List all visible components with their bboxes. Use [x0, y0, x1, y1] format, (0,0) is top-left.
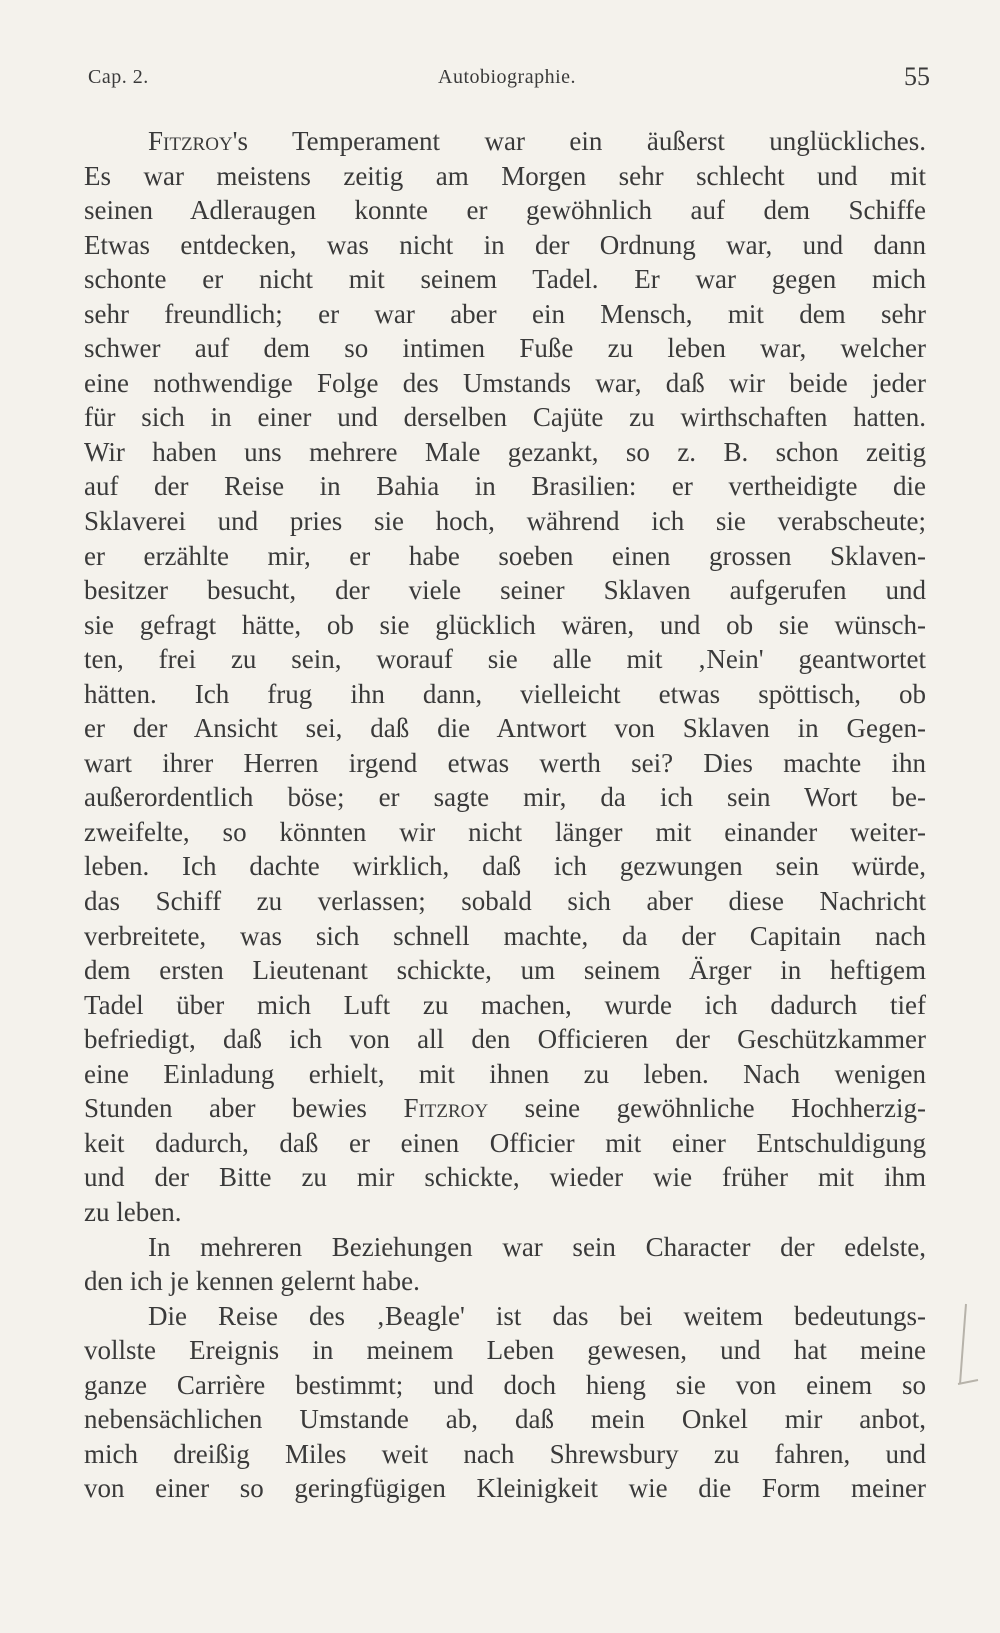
text-line: leben. Ich dachte wirklich, daß ich gezwungen sein würde,: [84, 851, 926, 882]
line-rest: 's Temperament war ein äußerst unglückliches.: [232, 126, 926, 156]
text-line: den ich je kennen gelernt habe.: [84, 1266, 420, 1297]
text-line: von einer so geringfügigen Kleinigkeit wie die Form meiner: [84, 1473, 926, 1504]
text-line: ganze Carrière bestimmt; und doch hieng sie von einem so: [84, 1369, 926, 1400]
text-line: für sich in einer und derselben Cajüte zu wirthschaften hatten.: [84, 402, 926, 433]
text-line: nebensächlichen Umstande ab, daß mein Onkel mir anbot,: [84, 1404, 926, 1435]
margin-pencil-mark: [956, 1300, 986, 1390]
body-text: [84, 124, 926, 1506]
name-smallcaps: Fitzroy: [403, 1093, 489, 1124]
text-line: Es war meistens zeitig am Morgen sehr schlecht und mit: [84, 160, 926, 191]
text-line: sie gefragt hätte, ob sie glücklich wären, und ob sie wünsch-: [84, 609, 926, 640]
chapter-label: Cap. 2.: [88, 66, 149, 88]
text-line: sehr freundlich; er war aber ein Mensch, mit dem sehr: [84, 298, 926, 329]
running-header: [88, 62, 930, 102]
text-line: [84, 124, 926, 159]
name-smallcaps: Fitzroy: [148, 126, 233, 156]
text-line: wart ihrer Herren irgend etwas werth sei? Dies machte ihn: [84, 747, 926, 778]
text-line: er der Ansicht sei, daß die Antwort von Sklaven in Gegen-: [84, 713, 926, 744]
text-line: [84, 1091, 926, 1126]
text-line: keit dadurch, daß er einen Officier mit einer Entschuldigung: [84, 1127, 926, 1158]
text-line: ten, frei zu sein, worauf sie alle mit ‚Nein' geantwortet: [84, 644, 926, 675]
text-line: zweifelte, so könnten wir nicht länger mit einander weiter-: [84, 816, 926, 847]
text-line: Die Reise des ‚Beagle' ist das bei weitem bedeutungs-: [148, 1300, 926, 1331]
text-line: seinen Adleraugen konnte er gewöhnlich auf dem Schiffe: [84, 195, 926, 226]
line-post: seine gewöhnliche Hochherzig-: [488, 1093, 926, 1124]
text-line: Sklaverei und pries sie hoch, während ich sie verabscheute;: [84, 506, 926, 537]
text-line: hätten. Ich frug ihn dann, vielleicht etwas spöttisch, ob: [84, 678, 926, 709]
text-line: Etwas entdecken, was nicht in der Ordnung war, und dann: [84, 229, 926, 260]
text-line: schwer auf dem so intimen Fuße zu leben war, welcher: [84, 333, 926, 364]
text-line: auf der Reise in Bahia in Brasilien: er vertheidigte die: [84, 471, 926, 502]
text-line: befriedigt, daß ich von all den Officieren der Geschützkammer: [84, 1024, 926, 1055]
text-line: verbreitete, was sich schnell machte, da der Capitain nach: [84, 920, 926, 951]
text-line: eine nothwendige Folge des Umstands war, daß wir beide jeder: [84, 367, 926, 398]
text-line: zu leben.: [84, 1196, 182, 1227]
text-line: dem ersten Lieutenant schickte, um seinem Ärger in heftigem: [84, 955, 926, 986]
text-line: das Schiff zu verlassen; sobald sich aber diese Nachricht: [84, 886, 926, 917]
text-line: Wir haben uns mehrere Male gezankt, so z. B. schon zeitig: [84, 436, 926, 467]
page-number: 55: [904, 62, 930, 91]
text-line: vollste Ereignis in meinem Leben gewesen, und hat meine: [84, 1335, 926, 1366]
text-line: In mehreren Beziehungen war sein Character der edelste,: [148, 1231, 926, 1262]
text-line: schonte er nicht mit seinem Tadel. Er war gegen mich: [84, 264, 926, 295]
text-line: eine Einladung erhielt, mit ihnen zu leben. Nach wenigen: [84, 1058, 926, 1089]
line-pre: Stunden aber bewies: [84, 1093, 404, 1124]
text-line: besitzer besucht, der viele seiner Sklaven aufgerufen und: [84, 575, 926, 606]
text-line: er erzählte mir, er habe soeben einen grossen Sklaven-: [84, 540, 926, 571]
text-line: mich dreißig Miles weit nach Shrewsbury zu fahren, und: [84, 1438, 926, 1469]
text-line: und der Bitte zu mir schickte, wieder wie früher mit ihm: [84, 1162, 926, 1193]
text-line: Tadel über mich Luft zu machen, wurde ich dadurch tief: [84, 989, 926, 1020]
text-line: außerordentlich böse; er sagte mir, da ich sein Wort be-: [84, 782, 926, 813]
running-title: Autobiographie.: [438, 66, 577, 88]
